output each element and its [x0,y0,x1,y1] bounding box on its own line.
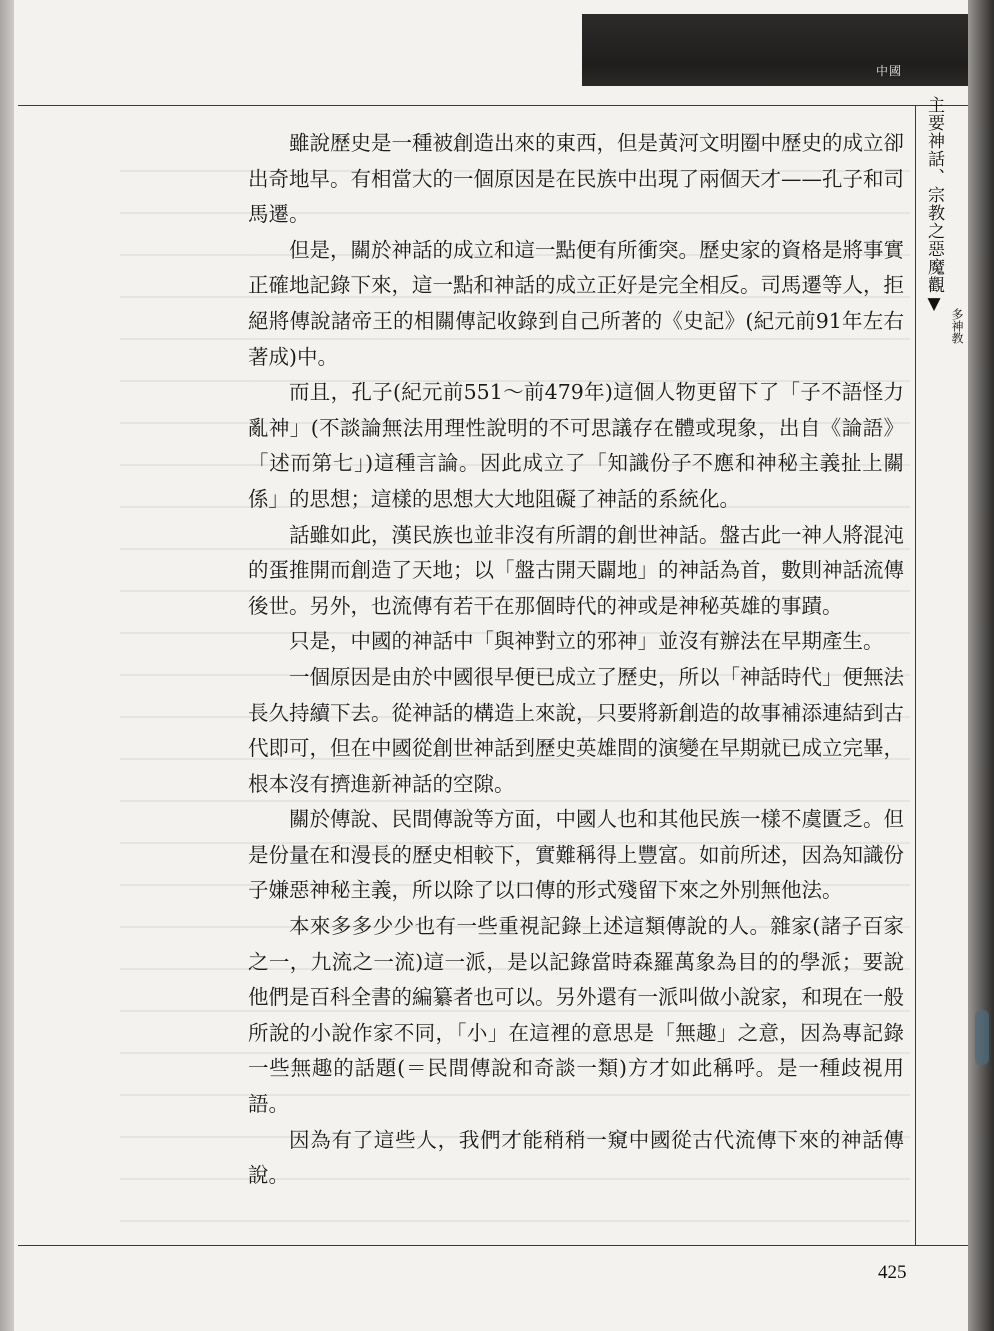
footer-rule [18,1245,968,1246]
paragraph: 一個原因是由於中國很早便已成立了歷史，所以「神話時代」便無法長久持續下去。從神話的構造上來說，只要將新創造的故事補添連結到古代即可，但在中國從創世神話到歷史英雄間的演變在早期就已成立完畢，根本沒有擠進新神話的空隙。 [248,664,904,796]
paragraph: 因為有了這些人，我們才能稍稍一窺中國從古代流傳下來的神話傳說。 [248,1127,904,1188]
section-label: 中國 [876,64,903,78]
paragraph: 只是，中國的神話中「與神對立的邪神」並沒有辦法在早期產生。 [289,629,884,654]
paragraph: 本來多多少少也有一些重視記錄上述這類傳說的人。雜家(諸子百家之一，九流之一流)這一派，是以記錄當時森羅萬象為目的的學派；要說他們是百科全書的編纂者也可以。另外還有一派叫做小說家，和現在一般所說的小說作家不同，「小」在這裡的意思是「無趣」之意，因為專記錄一些無趣的話題(＝民間傳說和奇談一類)方才如此稱呼。是一種歧視用語。 [248,914,904,1117]
paragraph: 關於傳說、民間傳說等方面，中國人也和其他民族一樣不虞匱乏。但是份量在和漫長的歷史相較下，實難稱得上豐富。如前所述，因為知識份子嫌惡神秘主義，所以除了以口傳的形式殘留下來之外別無他法。 [248,807,904,903]
paragraph: 話雖如此，漢民族也並非沒有所謂的創世神話。盤古此一神人將混沌的蛋推開而創造了天地；以「盤古開天闢地」的神話為首，數則神話流傳後世。另外，也流傳有若干在那個時代的神或是神秘英雄的事蹟。 [248,522,904,618]
paragraph: 但是，關於神話的成立和這一點便有所衝突。歷史家的資格是將事實正確地記錄下來，這一點和神話的成立正好是完全相反。司馬遷等人，拒絕將傳說諸帝王的相關傳記收錄到自己所著的《史記》(紀元前91年左右著成)中。 [248,237,904,369]
header-rule [18,105,968,106]
paragraph: 而且，孔子(紀元前551～前479年)這個人物更留下了「子不語怪力亂神」(不談論無法用理性說明的不可思議存在體或現象，出自《論語》「述而第七」)這種言論。因此成立了「知識份子不應和神秘主義扯上關係」的思想；這樣的思想大大地阻礙了神話的系統化。 [248,380,904,511]
running-subtitle: 多神教 [950,308,964,344]
paragraph: 雖說歷史是一種被創造出來的東西，但是黃河文明圈中歷史的成立卻出奇地早。有相當大的一個原因是在民族中出現了兩個天才——孔子和司馬遷。 [248,131,904,227]
book-edge [968,0,994,1331]
side-rule [915,105,916,1245]
header-corner-band [582,14,968,86]
page-edge-mark [975,1010,989,1065]
page-number: 425 [878,1262,907,1283]
body-text [248,126,904,1194]
running-title: 主要神話、宗教之惡魔觀▼ [924,96,944,315]
